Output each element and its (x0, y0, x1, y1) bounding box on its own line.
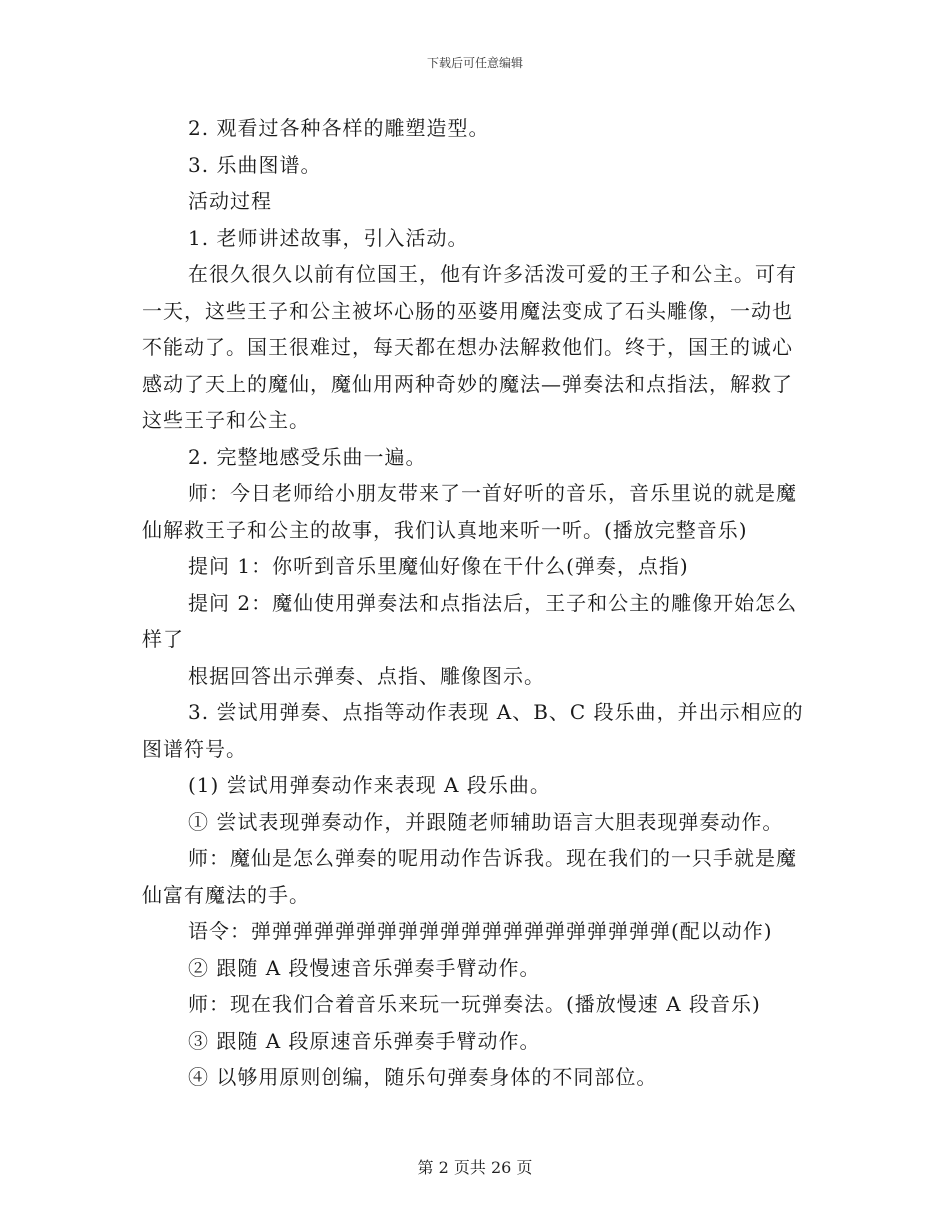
sub-step: (1) 尝试用弹奏动作来表现 A 段乐曲。 (188, 773, 551, 797)
story-paragraph: 在很久很久以前有位国王，他有许多活泼可爱的王子和公主。可有一天，这些王子和公主被坏心肠的巫婆用魔法变成了石头雕像，一动也不能动了。国王很难过，每天都在想办法解救他们。终于，国王的诚心感动了天上的魔仙，魔仙用两种奇妙的魔法—弹奏法和点指法，解救了这些王子和公主。 (142, 262, 797, 432)
question-2: 提问 2：魔仙使用弹奏法和点指法后，王子和公主的雕像开始怎么样了 (142, 590, 798, 651)
teacher-dialogue: 师：今日老师给小朋友带来了一首好听的音乐，音乐里说的就是魔仙解救王子和公主的故事，我们认真地来听一听。(播放完整音乐) (142, 481, 797, 542)
document-body (142, 110, 812, 1096)
page-footer: 第 2 页共 26 页 (417, 1158, 533, 1177)
teacher-dialogue: 师：现在我们合着音乐来玩一玩弹奏法。(播放慢速 A 段音乐) (188, 992, 761, 1016)
chant-line: 语令：弹弹弹弹弹弹弹弹弹弹弹弹弹弹弹弹弹弹弹弹(配以动作) (188, 919, 773, 943)
step-heading: 2. 完整地感受乐曲一遍。 (188, 444, 427, 469)
step-heading: 1. 老师讲述故事，引入活动。 (188, 225, 469, 250)
list-item: 3. 乐曲图谱。 (188, 152, 322, 177)
teacher-dialogue: 师：魔仙是怎么弹奏的呢用动作告诉我。现在我们的一只手就是魔仙富有魔法的手。 (142, 846, 797, 907)
section-heading: 活动过程 (188, 189, 272, 213)
instruction-paragraph: 根据回答出示弹奏、点指、雕像图示。 (188, 663, 545, 688)
sub-step-item: ② 跟随 A 段慢速音乐弹奏手臂动作。 (188, 955, 541, 980)
list-item: 2. 观看过各种各样的雕塑造型。 (188, 116, 490, 140)
sub-step-item: ① 尝试表现弹奏动作，并跟随老师辅助语言大胆表现弹奏动作。 (188, 809, 784, 834)
step-heading: 3. 尝试用弹奏、点指等动作表现 A、B、C 段乐曲，并出示相应的图谱符号。 (142, 700, 804, 761)
sub-step-item: ④ 以够用原则创编，随乐句弹奏身体的不同部位。 (188, 1065, 658, 1089)
sub-step-item: ③ 跟随 A 段原速音乐弹奏手臂动作。 (188, 1028, 541, 1053)
question-1: 提问 1：你听到音乐里魔仙好像在干什么(弹奏，点指) (188, 554, 689, 578)
page-header: 下载后可任意编辑 (426, 56, 523, 70)
